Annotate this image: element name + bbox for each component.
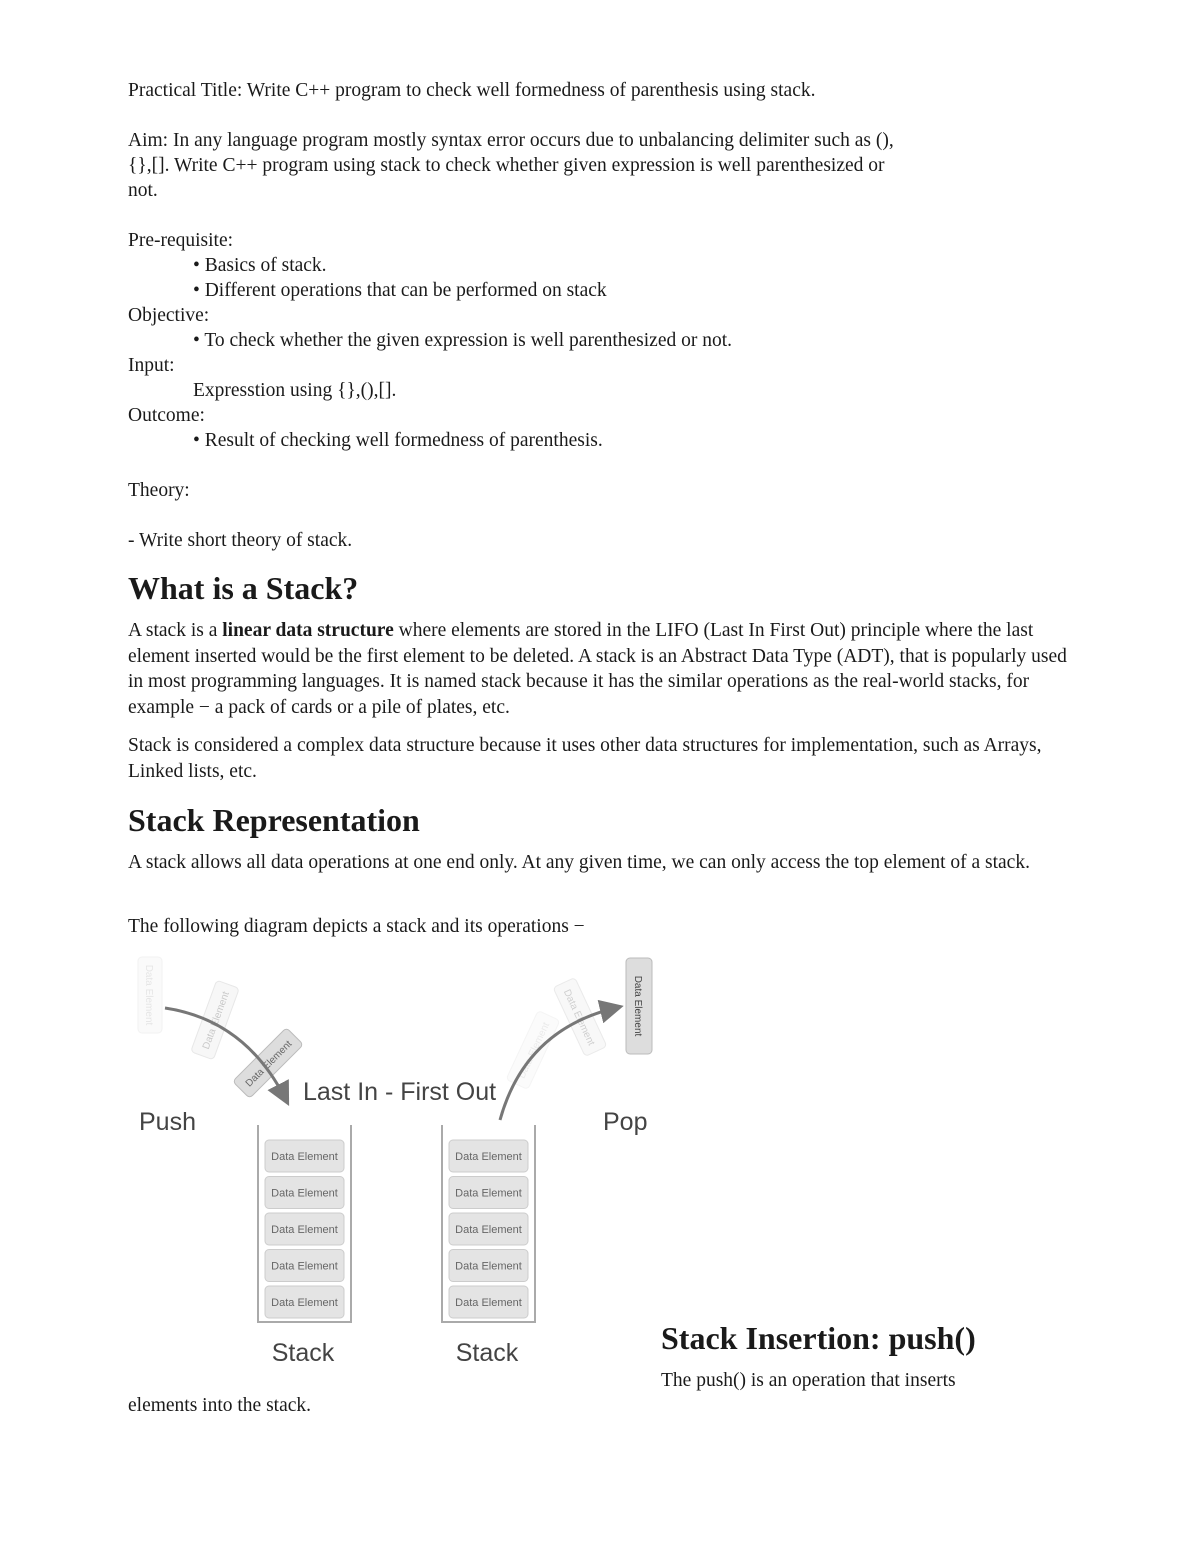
element-label: Data Element <box>271 1224 338 1236</box>
aim-line-3: not. <box>128 180 158 201</box>
pop-element-faded-1 <box>506 1010 560 1089</box>
stack-complex-paragraph: Stack is considered a complex data structure because it uses other data structures for implementation, such as Arrays, Linked lists, etc. <box>128 735 1042 782</box>
representation-paragraph: A stack allows all data operations at one end only. At any given time, we can only access the top element of a stack. <box>128 852 1030 873</box>
stack-data-element <box>265 1286 344 1318</box>
stack-data-element <box>265 1140 344 1172</box>
element-label: Data Element <box>200 990 232 1051</box>
stack-data-element <box>265 1177 344 1209</box>
lifo-label: Last In - First Out <box>303 1078 497 1106</box>
text: where elements are stored in the LIFO (Last In First Out) principle where the last element inserted would be the first element to be deleted. A stack is an Abstract Data Type (ADT), that is popularly used in most programming languages. It is named stack because it has the similar operations as the real-world stacks, for example − a pack of cards or a pile of plates, etc. <box>128 620 1067 718</box>
prerequisite-item: • Different operations that can be performed on stack <box>193 280 607 301</box>
element-label: Data Element <box>143 964 154 1026</box>
bold-term: linear data structure <box>222 620 394 641</box>
objective-item: • To check whether the given expression is well parenthesized or not. <box>193 330 733 351</box>
stack-data-element <box>265 1213 344 1245</box>
stack-label-left: Stack <box>271 1339 335 1367</box>
push-paragraph-start: The push() is an operation that inserts <box>661 1370 956 1391</box>
theory-task: - Write short theory of stack. <box>128 530 353 551</box>
stack-data-element <box>449 1140 528 1172</box>
prerequisite-item: • Basics of stack. <box>193 255 327 276</box>
pop-label: Pop <box>603 1108 648 1136</box>
stack-label-right: Stack <box>455 1339 519 1367</box>
element-label: Data Element <box>455 1260 522 1273</box>
element-label: Data Element <box>243 1038 295 1090</box>
heading-stack-insertion: Stack Insertion: push() <box>661 1320 976 1356</box>
pop-element <box>626 958 652 1054</box>
element-label: Data Element <box>455 1151 522 1163</box>
element-label: Data Element <box>560 987 597 1048</box>
stack-data-element <box>449 1250 528 1282</box>
stack-data-element <box>265 1250 344 1282</box>
objective-label: Objective: <box>128 305 210 326</box>
pop-element-faded-2 <box>553 977 607 1056</box>
stack-diagram <box>125 950 665 1375</box>
input-item: Expresstion using {},(),[]. <box>193 380 397 401</box>
element-label: Data Element <box>455 1224 522 1236</box>
push-label: Push <box>139 1108 196 1136</box>
element-label: Data Element <box>516 1020 553 1081</box>
heading-what-is-stack: What is a Stack? <box>128 570 359 606</box>
practical-title: Practical Title: Write C++ program to check well formedness of parenthesis using stack. <box>128 80 816 101</box>
stack-data-element <box>449 1177 528 1209</box>
element-label: Data Element <box>271 1187 338 1200</box>
push-paragraph-end: elements into the stack. <box>128 1395 312 1416</box>
outcome-item: • Result of checking well formedness of parenthesis. <box>193 430 603 451</box>
theory-label: Theory: <box>128 480 190 501</box>
diagram-intro: The following diagram depicts a stack and its operations − <box>128 916 585 937</box>
stack-right <box>442 1125 535 1322</box>
outcome-label: Outcome: <box>128 405 205 426</box>
element-label: Data Element <box>271 1151 338 1163</box>
aim-line-2: {},[]. Write C++ program using stack to check whether given expression is well parenthesized or <box>128 155 885 176</box>
element-label: Data Element <box>455 1297 522 1309</box>
heading-stack-representation: Stack Representation <box>128 802 420 838</box>
element-label: Data Element <box>632 975 643 1037</box>
input-label: Input: <box>128 355 175 376</box>
text: A stack is a <box>128 620 223 641</box>
stack-left <box>258 1125 351 1322</box>
stack-data-element <box>449 1286 528 1318</box>
push-element-faded-2 <box>191 980 240 1060</box>
element-label: Data Element <box>455 1187 522 1200</box>
element-label: Data Element <box>271 1260 338 1273</box>
element-label: Data Element <box>271 1297 338 1309</box>
push-element-faded-1 <box>138 957 162 1033</box>
stack-definition-paragraph <box>128 618 1078 720</box>
push-element <box>233 1028 304 1099</box>
stack-data-element <box>449 1213 528 1245</box>
prerequisite-label: Pre-requisite: <box>128 230 234 251</box>
aim-line-1: Aim: In any language program mostly syntax error occurs due to unbalancing delimiter such as (), <box>128 130 894 151</box>
